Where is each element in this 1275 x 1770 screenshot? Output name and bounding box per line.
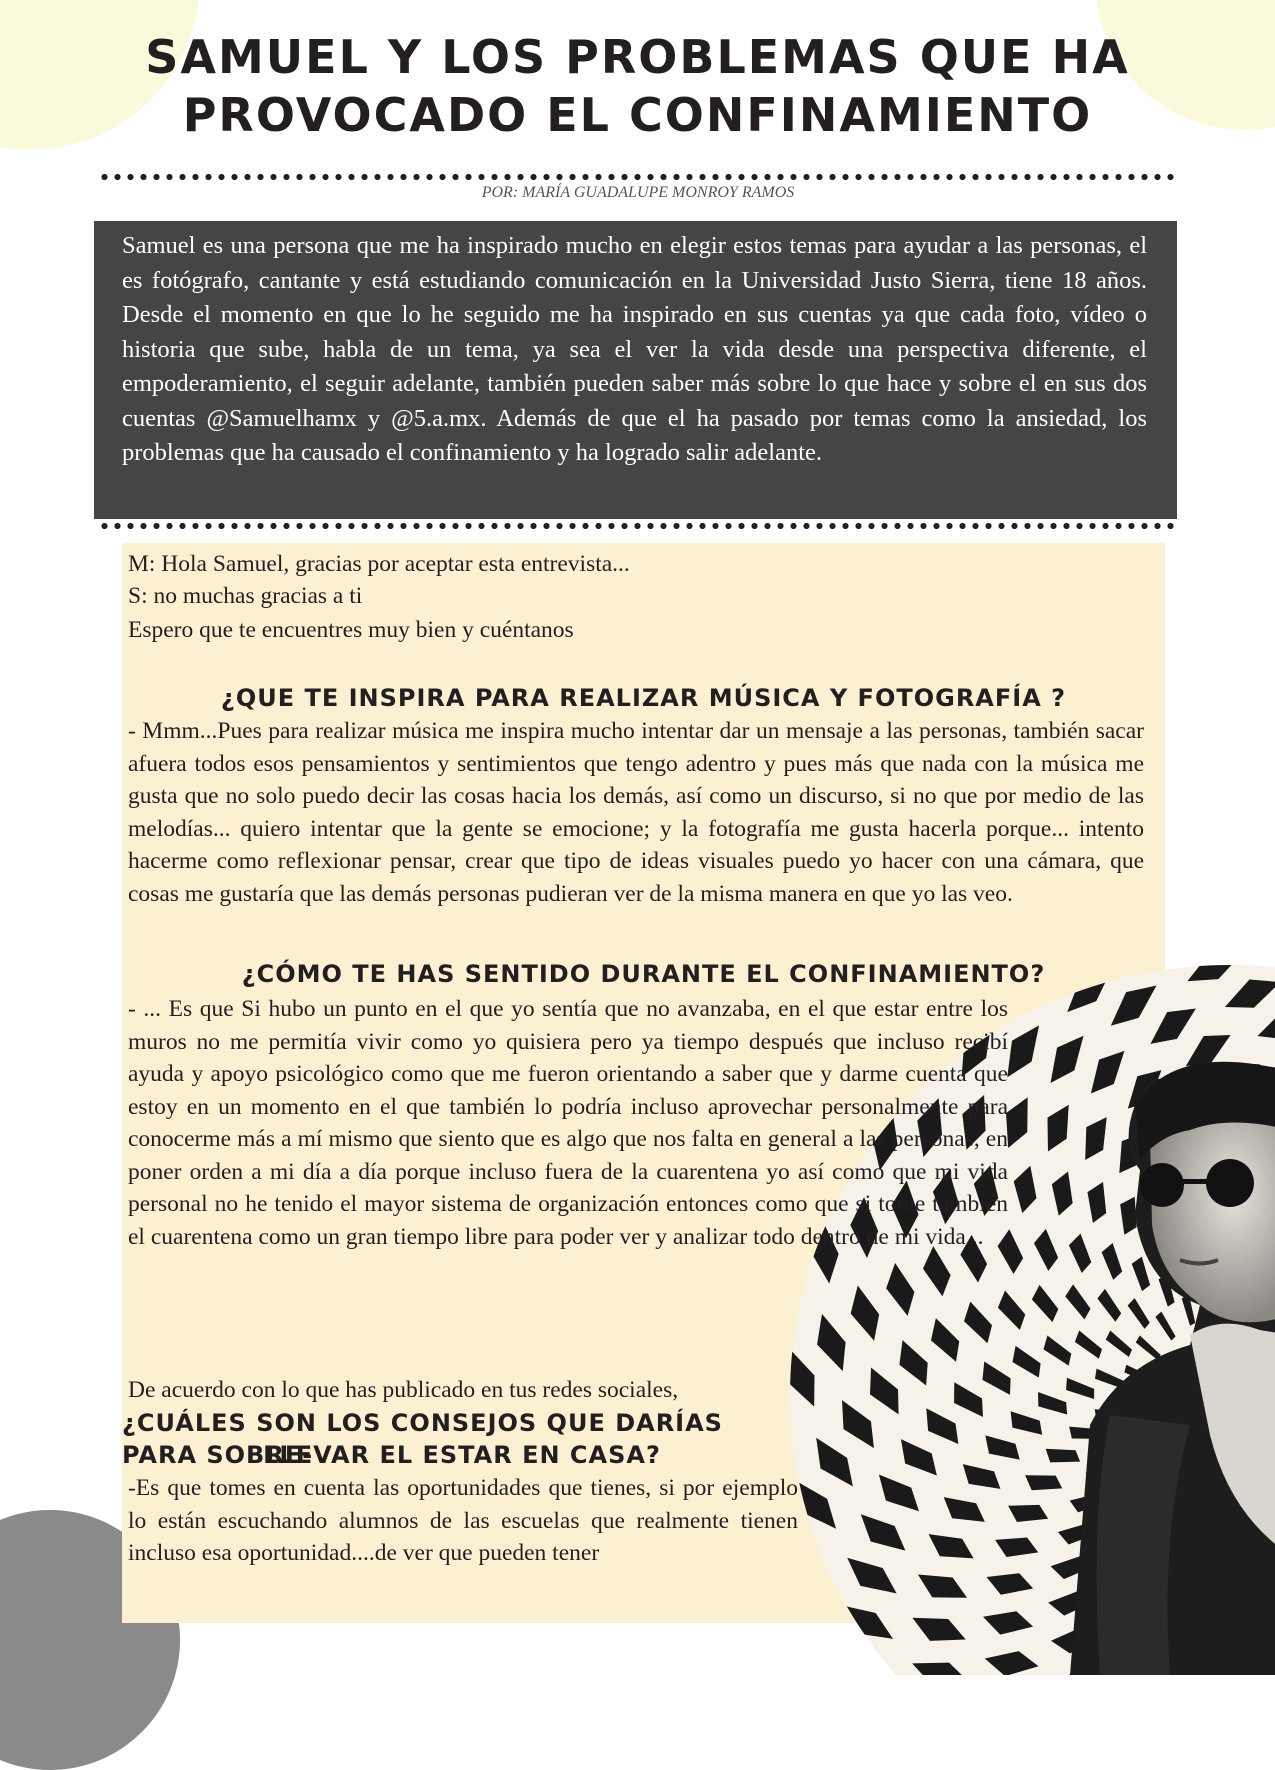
interview-prompt: Espero que te encuentres muy bien y cuéntanos	[128, 617, 574, 643]
dotted-divider-top	[98, 173, 1178, 181]
dotted-divider-middle	[98, 522, 1178, 530]
byline: POR: MARÍA GUADALUPE MONROY RAMOS	[481, 184, 795, 201]
answer-2: - ... Es que Si hubo un punto en el que yo sentía que no avanzaba, en el que estar entre los muros no me permitía vivir como yo quisiera pero ya tiempo después que incluso recibí ayuda y apoyo psicológico como que me fueron orientando a saber que y darme cuenta que estoy en un momento en el que también lo podría incluso aprovechar personalmente para conocerme más a mí mismo que siento que es algo que nos falta en general a las personas, en poner orden a mi día a día porque incluso fuera de la cuarentena yo así como que mi vida personal no he tenido el mayor sistema de organización entonces como que si tome también el cuarentena como un gran tiempo libre para poder ver y analizar todo dentro de mi vida...	[128, 996, 1008, 1250]
spiral-checker-tile	[1020, 955, 1065, 1004]
question-3-heading-line-1: ¿CUÁLES SON LOS CONSEJOS QUE DARÍAS PARA SOBRE-	[122, 1409, 723, 1469]
intro-box: Samuel es una persona que me ha inspirado mucho en elegir estos temas para ayudar a las personas, el es fotógrafo, cantante y está estudiando comunicación en la Universidad Justo Sierra, tiene 18 años. Desde el momento en que lo he seguido me ha inspirado en sus cuentas ya que cada foto, vídeo o historia que sube, habla de un tema, ya sea el ver la vida desde una perspectiva diferente, el empoderamiento, el seguir adelante, también pueden saber más sobre lo que hace y sobre el en sus dos cuentas @Samuelhamx y @5.a.mx. Además de que el ha pasado por temas como la ansiedad, los problemas que ha causado el confinamiento y ha logrado salir adelante.	[94, 221, 1177, 519]
answer-1: - Mmm...Pues para realizar música me inspira mucho intentar dar un mensaje a las personas, también sacar afuera todos esos pensamientos y sentimientos que tengo adentro y pues más que nada con la música me gusta que no solo puedo decir las cosas hacia los demás, así como un discurso, si no que por medio de las melodías... quiero intentar que la gente se emocione; y la fotografía me gusta hacerla porque... intento hacerme como reflexionar pensar, crear que tipo de ideas visuales puedo yo hacer con una cámara, que cosas me gustaría que las demás personas pudieran ver de la misma manera en que yo las veo.	[128, 718, 1144, 907]
spiral-checker-tile	[1046, 1449, 1080, 1463]
answer-3: -Es que tomes en cuenta las oportunidades que tienes, si por ejemplo lo están escuchando alumnos de las escuelas que realmente tienen incluso esa oportunidad....de ver que pueden tener	[128, 1475, 798, 1566]
spiral-checker-tile	[790, 1248, 801, 1315]
interview-greeting: M: Hola Samuel, gracias por aceptar esta entrevista...	[128, 551, 630, 577]
spiral-checker-tile	[1145, 955, 1203, 959]
interview-reply: S: no muchas gracias a ti	[128, 583, 363, 609]
question-3-intro: De acuerdo con lo que has publicado en tus redes sociales,	[128, 1377, 679, 1403]
question-1-heading: ¿QUE TE INSPIRA PARA REALIZAR MÚSICA Y FOTOGRAFÍA ?	[220, 684, 1067, 712]
article-title	[130, 28, 1145, 144]
question-2-heading: ¿CÓMO TE HAS SENTIDO DURANTE EL CONFINAMIENTO?	[241, 960, 1046, 988]
question-3-heading-line-2: LLEVAR EL ESTAR EN CASA?	[263, 1441, 661, 1469]
title-line-2: PROVOCADO EL CONFINAMIENTO	[182, 88, 1093, 142]
title-line-1: SAMUEL Y LOS PROBLEMAS QUE HA	[145, 30, 1130, 84]
